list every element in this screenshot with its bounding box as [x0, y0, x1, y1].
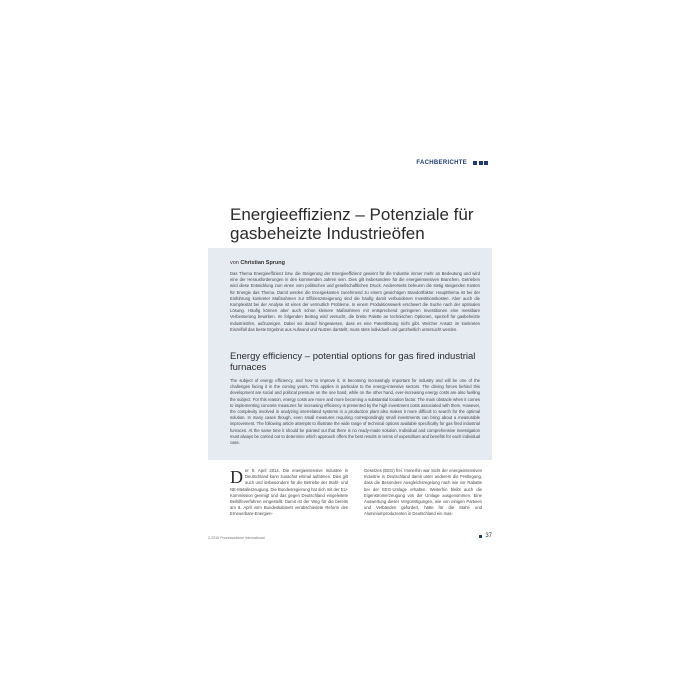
author-prefix: von — [230, 260, 239, 266]
author-name: Christian Sprung — [240, 260, 286, 266]
footer-publication: 2-2016 Prozesswärme international — [208, 536, 265, 540]
abstract-german: Das Thema Energieeffizienz bzw. die Steigerung der Energieeffizienz gewinnt für die Industrie immer mehr an Bedeutung und wird eine der Herausforderungen in den kommenden Jahren sein. Dies gilt insbesondere für die energieintensiven Branchen. Getrieben wird diese Entwicklung zum einen vom politischen und gesellschaftlichen Druck. Andererseits befeuern die stetig steigenden Kosten für Energie das Thema. Damit werden die Energiekosten zunehmend zu einem gewichtigen Standortfaktor. Hauptthema ist bei der Einführung konkreter Maßnahmen zur Effizienzsteigerung sind die häufig damit verbundenen Investitionskosten. Aber auch die Komplexität bei der Analyse ist eines der vermutlich Probleme. In einem Produktionswerk erschwert die Suche nach der optimalen Lösung. Häufig können aber auch schon kleinere Maßnahmen mit entsprechend geringeren Investitionen eine messbare Verbesserung bewirken. Im folgenden Beitrag wird versucht, die breite Palette an technischen Optionen, speziell für gasbeheizte Industrieöfen, aufzuzeigen. Dabei sei darauf hingewiesen, dass es eine Patentlösung nicht gibt. Welcher Ansatz im konkreten Einzelfall das beste Ergebnis aus Aufwand und Nutzen darstellt, muss stets individuell und ganzheitlich untersucht werden. — [230, 271, 480, 332]
abstract-english: The subject of energy efficiency, and how to improve it, is becoming increasingly important for industry and will be one of the challenges facing it in the coming years. This applies in particular to the energy-intensive sectors. The driving forces behind this development are social and political pressure on the one hand, while on the other hand, ever-increasing energy costs are also fuelling the subject. For this reason, energy costs are more and more becoming a substantial location factor. The main obstacle when it comes to implementing concrete measures for increasing efficiency is presented by the high investment costs associated with them. However, the complexity involved in analyzing interrelated systems in a production plant also makes it more difficult to search for the optimal solution. In many cases though, even small measures requiring correspondingly small investments can bring about a measurable improvement. The following article attempts to illustrate the wide range of technical options available specifically for gas fired industrial furnaces. At the same time it should be pointed out that there is no ready-made solution. Individual and comprehensive investigation must always be carried out to determine which approach offers the best results in terms of expenditure and benefits for each individual case. — [230, 378, 480, 446]
body-column-right: Gesetzes (EEG) frei. Immerhin war Sicht der energieintensiven Industrie in Deutschland damit unter anderem die Festlegung, dass die Besondere Ausgleichsregelung nach wie vor Rabatte bei der EEG-Umlage erhalten. Weiterhin bleibt auch die Eigenstromerzeugung von der Umlage ausgenommen. Eine Auswertung dieser Vergünstigungen, wie von einigen Parteien und Verbänden gefordert, hätte für die Stahl- und Aluminiumproduzenten in Deutschland ein mas- — [364, 468, 482, 517]
section-squares-icon — [473, 161, 488, 165]
article-title: Energieeffizienz – Potenziale für gasbeheizte Industrieöfen — [230, 205, 474, 243]
body-left-text: er 9. April 2014. Die energieintensive Industrie in Deutschland kann zunächst einmal aufatmen. Dies gilt auch und insbesondere für die Betriebe der Stahl- und NE-Metallerzeugung. Die Bundesregierung hat sich mit der EU-Kommission geeinigt und das gegen Deutschland eingeleitete Beihilfeverfahren eingestellt. Damit ist der Weg für die bereits am 8. April vom Bundeskabinett verabschiedete Reform des Erneuerbare-Energien- — [230, 468, 348, 517]
footer-page — [479, 533, 492, 539]
article-page — [208, 160, 492, 540]
drop-cap: D — [230, 467, 243, 487]
body-column-left — [230, 468, 348, 518]
english-title: Energy efficiency – potential options for gas fired industrial furnaces — [230, 351, 476, 373]
page-square-icon — [479, 535, 482, 538]
section-tag — [416, 160, 488, 166]
author-line — [230, 260, 285, 266]
page-number: 37 — [485, 533, 492, 539]
section-tag-label: FACHBERICHTE — [416, 160, 467, 166]
